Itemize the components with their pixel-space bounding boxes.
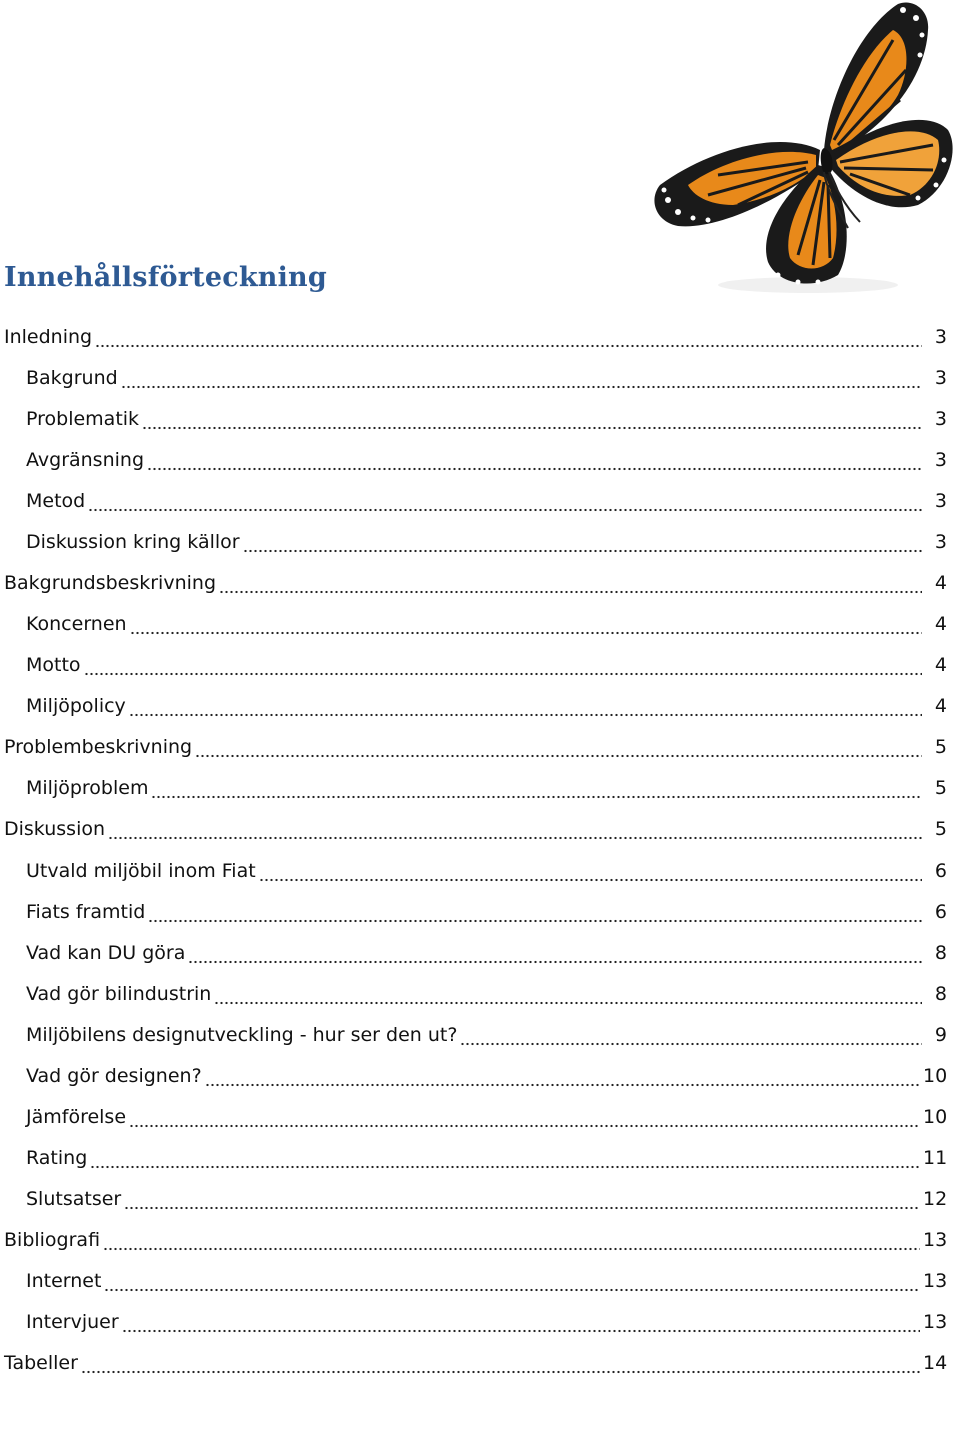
- toc-entry-page-number: 3: [934, 530, 947, 553]
- toc-entry-page-number: 6: [934, 859, 947, 882]
- toc-dot-leader: [130, 612, 922, 636]
- toc-dot-leader: [460, 1023, 922, 1047]
- toc-dot-leader: [214, 982, 922, 1006]
- toc-entry[interactable]: [0, 439, 960, 480]
- toc-title: Innehållsförteckning: [4, 262, 327, 293]
- toc-entry-label: Bakgrundsbeskrivning: [4, 572, 217, 594]
- toc-entry-page-number: 10: [923, 1064, 948, 1087]
- toc-entry-page-number: 8: [934, 982, 947, 1005]
- toc-entry[interactable]: [0, 1014, 960, 1055]
- toc-dot-leader: [151, 776, 922, 800]
- toc-dot-leader: [195, 735, 922, 759]
- toc-entry-page-number: 4: [934, 695, 947, 718]
- toc-dot-leader: [95, 325, 922, 349]
- toc-dot-leader: [121, 366, 922, 390]
- toc-entry-page-number: 4: [934, 654, 947, 677]
- toc-entry-label: Koncernen: [26, 613, 127, 636]
- toc-entry-label: Problembeskrivning: [4, 736, 193, 759]
- toc-entry[interactable]: [0, 850, 960, 891]
- toc-entry[interactable]: [0, 727, 960, 768]
- toc-entry[interactable]: [0, 1179, 960, 1220]
- toc-dot-leader: [103, 1228, 920, 1252]
- toc-list: [0, 316, 960, 1384]
- toc-entry[interactable]: [0, 1343, 960, 1384]
- toc-entry[interactable]: [0, 645, 960, 686]
- toc-entry[interactable]: [0, 1096, 960, 1137]
- toc-entry-label: Vad kan DU göra: [26, 941, 186, 964]
- toc-entry-page-number: 10: [923, 1106, 948, 1129]
- toc-dot-leader: [142, 407, 922, 431]
- toc-entry-page-number: 12: [923, 1188, 948, 1211]
- toc-dot-leader: [124, 1187, 920, 1211]
- toc-entry-label: Metod: [26, 489, 86, 512]
- toc-entry[interactable]: [0, 398, 960, 439]
- toc-entry[interactable]: [0, 932, 960, 973]
- toc-entry[interactable]: [0, 1220, 960, 1261]
- toc-dot-leader: [205, 1064, 920, 1088]
- toc-entry-page-number: 14: [923, 1352, 948, 1375]
- toc-entry-page-number: 3: [934, 489, 947, 512]
- butterfly-image: [648, 0, 960, 300]
- toc-dot-leader: [219, 571, 922, 595]
- toc-entry-page-number: 13: [923, 1229, 948, 1252]
- toc-entry-label: Utvald miljöbil inom Fiat: [26, 859, 256, 882]
- toc-entry-page-number: 4: [934, 613, 947, 636]
- toc-entry-page-number: 13: [923, 1270, 948, 1293]
- toc-entry-label: Problematik: [26, 407, 140, 430]
- toc-entry-label: Internet: [26, 1270, 102, 1293]
- toc-entry-page-number: 4: [934, 572, 947, 594]
- toc-entry-label: Jämförelse: [26, 1106, 127, 1129]
- toc-entry-page-number: 3: [934, 407, 947, 430]
- toc-entry[interactable]: [0, 1261, 960, 1302]
- toc-entry-label: Diskussion: [4, 818, 106, 841]
- toc-entry-label: Intervjuer: [26, 1311, 119, 1334]
- toc-dot-leader: [108, 817, 922, 841]
- toc-dot-leader: [188, 941, 922, 965]
- toc-dot-leader: [90, 1146, 920, 1170]
- toc-entry[interactable]: [0, 604, 960, 645]
- toc-dot-leader: [243, 530, 922, 554]
- toc-entry[interactable]: [0, 891, 960, 932]
- toc-entry-page-number: 5: [934, 777, 947, 800]
- toc-entry-label: Miljöbilens designutveckling - hur ser den ut?: [26, 1023, 458, 1046]
- toc-entry-page-number: 5: [934, 736, 947, 759]
- toc-entry-page-number: 13: [923, 1311, 948, 1334]
- toc-entry[interactable]: [0, 768, 960, 809]
- toc-entry[interactable]: [0, 1302, 960, 1343]
- toc-entry-label: Rating: [26, 1147, 88, 1170]
- toc-entry-label: Miljöproblem: [26, 777, 149, 800]
- toc-entry-label: Vad gör bilindustrin: [26, 982, 212, 1005]
- toc-dot-leader: [122, 1310, 920, 1334]
- toc-entry-label: Motto: [26, 654, 81, 677]
- toc-entry-label: Avgränsning: [26, 448, 145, 471]
- toc-entry[interactable]: [0, 1055, 960, 1096]
- toc-dot-leader: [129, 1105, 920, 1129]
- toc-entry-label: Slutsatser: [26, 1188, 122, 1211]
- toc-entry-page-number: 3: [934, 325, 947, 348]
- toc-dot-leader: [88, 489, 922, 513]
- toc-entry-page-number: 3: [934, 448, 947, 471]
- toc-entry-page-number: 3: [934, 366, 947, 389]
- toc-dot-leader: [84, 653, 922, 677]
- toc-entry-label: Miljöpolicy: [26, 695, 126, 718]
- toc-entry-page-number: 8: [934, 941, 947, 964]
- toc-dot-leader: [148, 900, 922, 924]
- toc-entry-page-number: 9: [934, 1023, 947, 1046]
- toc-entry-label: Tabeller: [4, 1352, 78, 1375]
- toc-entry[interactable]: [0, 562, 960, 603]
- toc-entry-page-number: 5: [934, 818, 947, 841]
- toc-entry-label: Bibliografi: [4, 1229, 101, 1252]
- toc-entry-label: Inledning: [4, 325, 93, 348]
- toc-dot-leader: [259, 859, 922, 883]
- toc-dot-leader: [81, 1351, 920, 1375]
- toc-entry[interactable]: [0, 1138, 960, 1179]
- toc-entry[interactable]: [0, 357, 960, 398]
- toc-entry[interactable]: [0, 480, 960, 521]
- toc-entry-label: Vad gör designen?: [26, 1064, 202, 1087]
- toc-entry-page-number: 6: [934, 900, 947, 923]
- toc-entry-label: Diskussion kring källor: [26, 530, 240, 553]
- toc-entry-label: Bakgrund: [26, 366, 118, 389]
- toc-dot-leader: [104, 1269, 920, 1293]
- toc-entry[interactable]: [0, 686, 960, 727]
- toc-entry[interactable]: [0, 809, 960, 850]
- toc-dot-leader: [147, 448, 922, 472]
- toc-entry[interactable]: [0, 973, 960, 1014]
- toc-entry-page-number: 11: [923, 1147, 948, 1170]
- toc-entry-label: Fiats framtid: [26, 900, 146, 923]
- toc-entry[interactable]: [0, 316, 960, 357]
- toc-entry[interactable]: [0, 521, 960, 562]
- toc-dot-leader: [129, 694, 922, 718]
